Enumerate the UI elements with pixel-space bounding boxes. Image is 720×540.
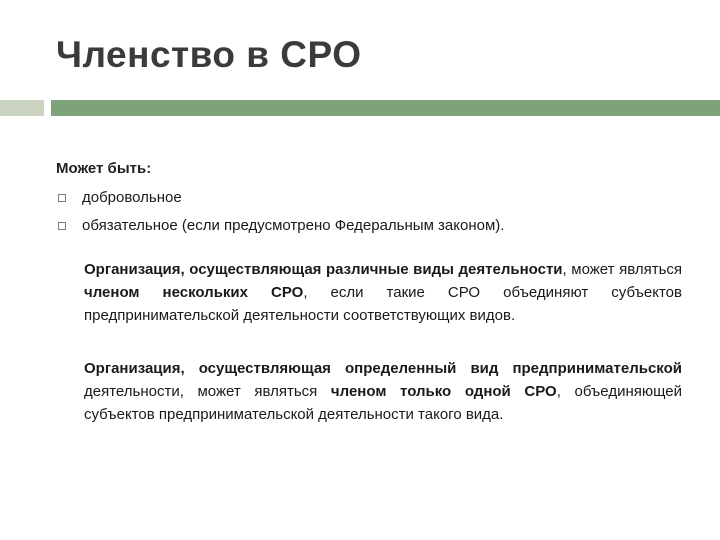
paragraph-text: деятельности, может являться [84, 383, 331, 400]
paragraph-text: , если такие СРО объединяют субъектов предпринимательской деятельности соответствующих видов. [84, 284, 682, 324]
paragraph-single-membership [84, 357, 682, 426]
lead-text: Может быть: [56, 160, 152, 177]
accent-bar-left [0, 100, 44, 116]
accent-bar [51, 100, 720, 116]
paragraph-emphasis: Организация, осуществляющая различные виды деятельности [84, 261, 563, 278]
slide-title: Членство в СРО [56, 34, 362, 75]
bullet-text: обязательное (если предусмотрено Федеральным законом). [82, 217, 505, 234]
bullet-item [56, 189, 682, 206]
square-bullet-icon [58, 194, 66, 202]
paragraph-text: , может являться [562, 261, 683, 278]
paragraph-emphasis: членом только одной СРО [330, 383, 557, 400]
paragraph-emphasis: членом нескольких СРО [84, 284, 304, 301]
slide-content [56, 160, 682, 426]
square-bullet-icon [58, 222, 66, 230]
paragraph-text: , объединяющей субъектов предпринимательской деятельности такого вида. [84, 383, 683, 423]
paragraph-emphasis: Организация, осуществляющая определенный вид предпринимательской [84, 360, 682, 377]
paragraph-multiple-membership [84, 258, 682, 327]
bullet-text: добровольное [82, 189, 182, 206]
bullet-item [56, 217, 682, 234]
